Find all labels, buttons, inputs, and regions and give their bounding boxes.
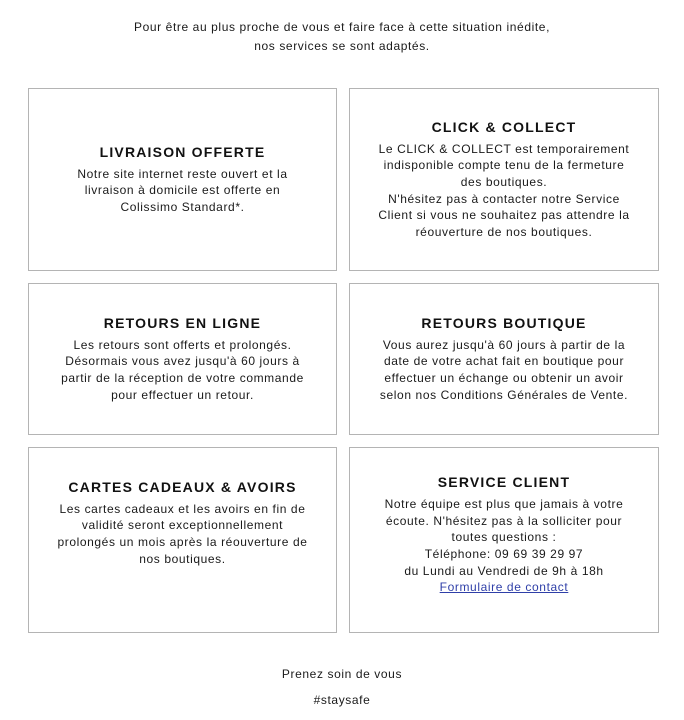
card-text-line: Notre équipe est plus que jamais à votre xyxy=(384,497,624,512)
card-text-line: Vous aurez jusqu'à 60 jours à partir de la xyxy=(382,337,626,352)
card-text-line: selon nos Conditions Générales de Vente. xyxy=(379,387,629,402)
contact-form-link[interactable]: Formulaire de contact xyxy=(439,580,569,595)
card-text-line: livraison à domicile est offerte en xyxy=(84,183,281,198)
card-text-line: date de votre achat fait en boutique pour xyxy=(383,354,625,369)
intro-line-2: nos services se sont adaptés. xyxy=(254,39,430,53)
card-text-line: nos boutiques. xyxy=(139,551,226,566)
card-service-client xyxy=(349,447,659,633)
footer-hashtag: #staysafe xyxy=(313,693,371,707)
card-title: CARTES CADEAUX & AVOIRS xyxy=(68,478,297,495)
card-title: LIVRAISON OFFERTE xyxy=(99,143,266,160)
card-text-line: Les retours sont offerts et prolongés. xyxy=(73,337,292,352)
card-cartes-cadeaux xyxy=(28,447,337,633)
card-text-line: indisponible compte tenu de la fermeture xyxy=(383,158,625,173)
card-text-line: Colissimo Standard*. xyxy=(120,199,245,214)
phone-number: Téléphone: 09 69 39 29 97 xyxy=(424,547,584,561)
card-title: CLICK & COLLECT xyxy=(431,118,577,135)
card-retours-boutique xyxy=(349,283,659,435)
card-text-line: écoute. N'hésitez pas à la solliciter pour xyxy=(385,513,623,528)
card-text-line: des boutiques. xyxy=(460,174,548,189)
card-title: SERVICE CLIENT xyxy=(437,474,571,491)
card-text-line: Le CLICK & COLLECT est temporairement xyxy=(378,141,630,156)
card-text-line: réouverture de nos boutiques. xyxy=(415,224,593,239)
card-text-line: N'hésitez pas à contacter notre Service xyxy=(388,191,620,206)
card-text-line: validité seront exceptionnellement xyxy=(81,518,284,533)
card-livraison-offerte xyxy=(28,88,337,271)
card-title: RETOURS BOUTIQUE xyxy=(421,314,587,331)
card-text-line: Les cartes cadeaux et les avoirs en fin de xyxy=(59,501,306,516)
intro-line-1: Pour être au plus proche de vous et faire face à cette situation inédite, xyxy=(133,20,551,34)
card-text-line: effectuer un échange ou obtenir un avoir xyxy=(384,371,624,385)
opening-hours: du Lundi au Vendredi de 9h à 18h xyxy=(404,563,604,578)
card-click-collect xyxy=(349,88,659,271)
intro-text xyxy=(0,18,684,56)
card-text-line: toutes questions : xyxy=(451,530,557,545)
card-title: RETOURS EN LIGNE xyxy=(103,314,262,331)
card-text-line: partir de la réception de votre commande xyxy=(61,371,304,385)
card-text-line: pour effectuer un retour. xyxy=(111,387,254,402)
card-retours-en-ligne xyxy=(28,283,337,435)
card-text-line: Client si vous ne souhaitez pas attendre la xyxy=(378,208,630,223)
card-text-line: prolongés un mois après la réouverture de xyxy=(57,535,308,549)
footer-message: Prenez soin de vous xyxy=(281,667,403,681)
card-text-line: Notre site internet reste ouvert et la xyxy=(77,166,288,181)
card-text-line: Désormais vous avez jusqu'à 60 jours à xyxy=(65,354,300,369)
